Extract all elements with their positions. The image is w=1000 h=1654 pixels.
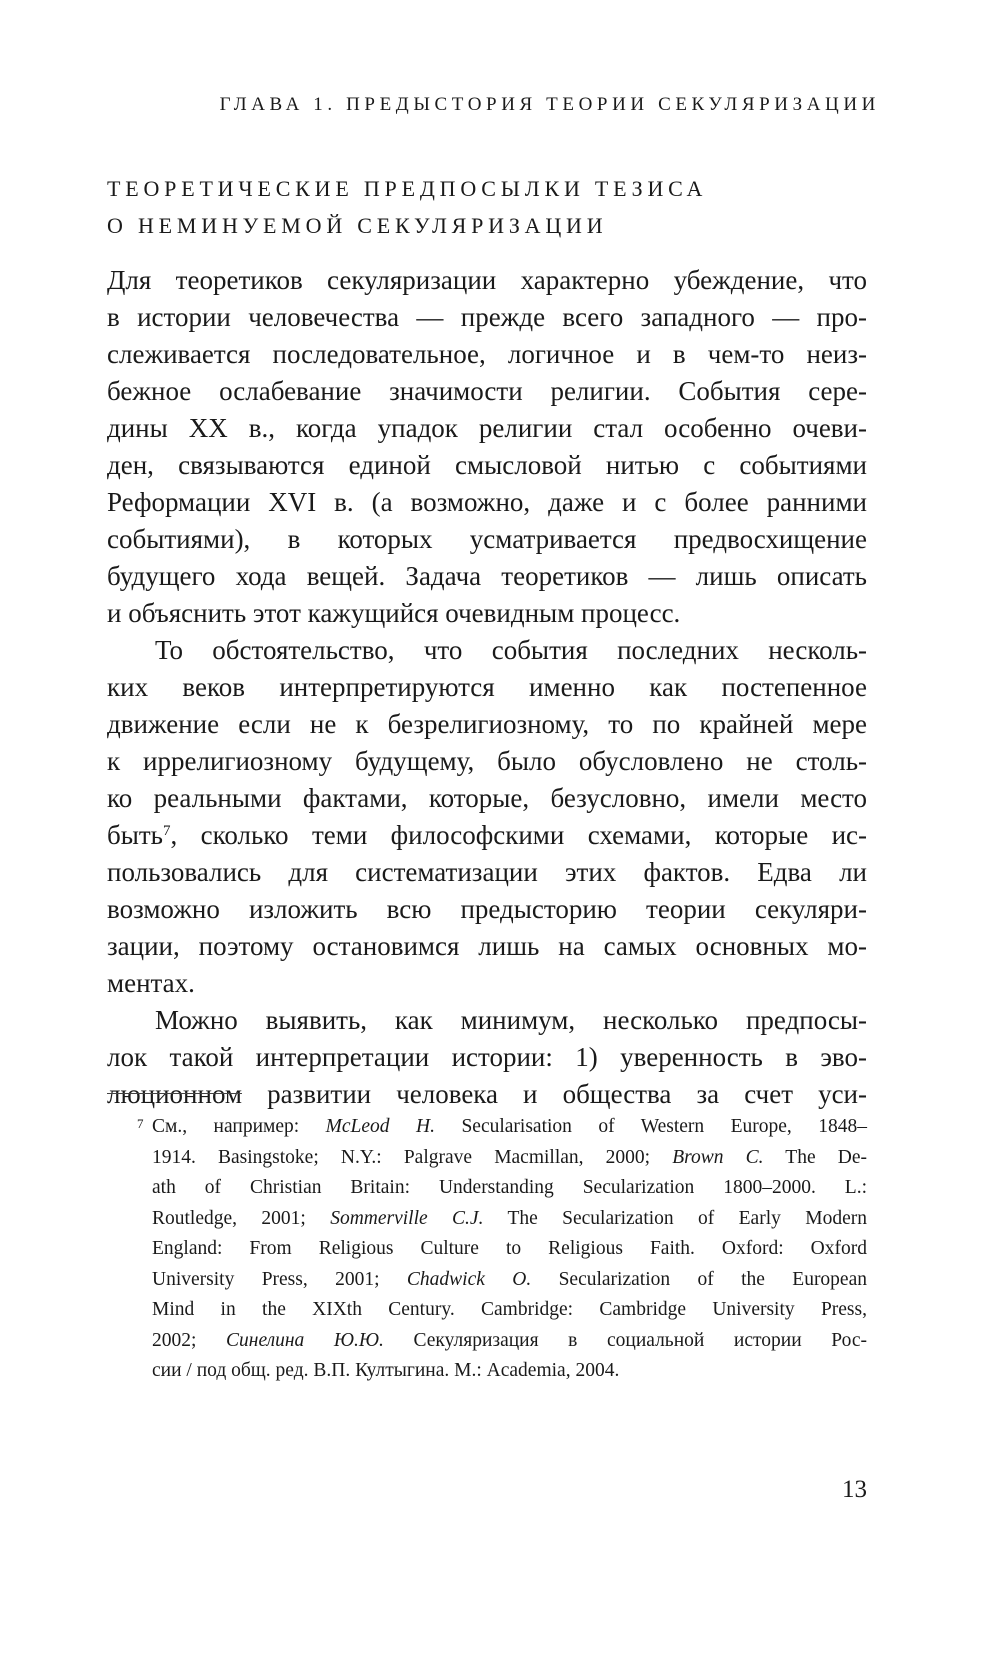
text-fragment: 1914. Basingstoke; N.Y.: Palgrave Macmillan, 2000; [152, 1146, 673, 1168]
author-name: Brown C. [672, 1146, 764, 1168]
footnote-line [107, 1204, 867, 1235]
author-name: Sommerville C.J. [330, 1207, 484, 1229]
text-line: То обстоятельство, что события последних несколь- [155, 635, 867, 665]
text-fragment: The Secularization of Early Modern [483, 1207, 867, 1229]
footnote-line [107, 1112, 867, 1143]
text-line: Реформации XVI в. (а возможно, даже и с более ранними [107, 487, 867, 517]
text-line: и объяснить этот кажущийся очевидным процесс. [107, 598, 681, 628]
text-fragment: The De- [763, 1146, 867, 1168]
text-line: событиями), в которых усматривается предвосхищение [107, 524, 867, 554]
text-line: к иррелигиозному будущему, было обусловлено не столь- [107, 746, 867, 776]
text-line: люционном развитии человека и общества за счет уси- [107, 1079, 867, 1109]
text-fragment: быть [107, 820, 163, 850]
footnote-line [107, 1265, 867, 1296]
footnote-line: England: From Religious Culture to Religious Faith. Oxford: Oxford [152, 1238, 867, 1259]
text-fragment: Secularisation of Western Europe, 1848– [434, 1116, 868, 1137]
section-title [107, 170, 867, 244]
text-line: Можно выявить, как минимум, несколько предпосы- [155, 1005, 867, 1035]
text-fragment: University Press, 2001; [152, 1268, 407, 1290]
paragraph [107, 262, 867, 632]
text-line: ден, связываются единой смысловой нитью с событиями [107, 450, 867, 480]
text-line: дины XX в., когда упадок религии стал особенно очеви- [107, 413, 867, 443]
text-line: пользовались для систематизации этих фактов. Едва ли [107, 857, 867, 887]
text-line: будущего хода вещей. Задача теоретиков — лишь описать [107, 561, 867, 591]
text-fragment: 2002; [152, 1329, 227, 1351]
paragraph [107, 1002, 867, 1113]
text-line: ментах. [107, 968, 195, 998]
text-fragment: См., например: [152, 1116, 326, 1137]
text-line: Для теоретиков секуляризации характерно убеждение, что [107, 265, 867, 295]
footnote-line: Mind in the XIXth Century. Cambridge: Cambridge University Press, [152, 1299, 867, 1320]
page-number: 13 [842, 1476, 867, 1503]
footnote [107, 1112, 867, 1387]
text-line: ко реальными фактами, которые, безусловно, имели место [107, 783, 867, 813]
text-fragment: Routledge, 2001; [152, 1207, 331, 1229]
text-line: движение если не к безрелигиозному, то по крайней мере [107, 709, 867, 739]
text-line: зации, поэтому остановимся лишь на самых основных мо- [107, 931, 867, 961]
text-line: слеживается последовательное, логичное и в чем-то неиз- [107, 339, 867, 369]
footnote-mark: 7 [137, 1116, 144, 1131]
footnote-line [107, 1326, 867, 1357]
section-title-line: О НЕМИНУЕМОЙ СЕКУЛЯРИЗАЦИИ [107, 213, 608, 238]
footnote-line [107, 1143, 867, 1174]
author-name: Chadwick O. [406, 1268, 532, 1290]
author-name: Синелина Ю.Ю. [226, 1329, 384, 1351]
text-fragment: Secularization of the European [531, 1268, 867, 1290]
text-line: возможно изложить всю предысторию теории секуляри- [107, 894, 867, 924]
text-fragment: , сколько теми философскими схемами, которые ис- [170, 820, 867, 850]
footnote-line: ath of Christian Britain: Understanding Secularization 1800–2000. L.: [152, 1177, 867, 1198]
text-fragment: Секуляризация в социальной истории Рос- [383, 1329, 867, 1351]
running-head: ГЛАВА 1. ПРЕДЫСТОРИЯ ТЕОРИИ СЕКУЛЯРИЗАЦИИ [219, 94, 880, 115]
paragraph [107, 632, 867, 1002]
footnote-reference[interactable]: 7 [163, 823, 171, 839]
footnote-line: сии / под общ. ред. В.П. Култыгина. М.: Academia, 2004. [152, 1360, 620, 1381]
text-line: лок такой интерпретации истории: 1) уверенность в эво- [107, 1042, 867, 1072]
section-title-line: ТЕОРЕТИЧЕСКИЕ ПРЕДПОСЫЛКИ ТЕЗИСА [107, 176, 708, 201]
author-name: McLeod H. [325, 1116, 435, 1137]
text-line-with-footnote [107, 817, 867, 854]
text-line: ких веков интерпретируются именно как постепенное [107, 672, 867, 702]
text-line: в истории человечества — прежде всего западного — про- [107, 302, 867, 332]
body-text [107, 262, 867, 1113]
footnote-divider [107, 1093, 242, 1094]
text-line: бежное ослабевание значимости религии. События сере- [107, 376, 867, 406]
